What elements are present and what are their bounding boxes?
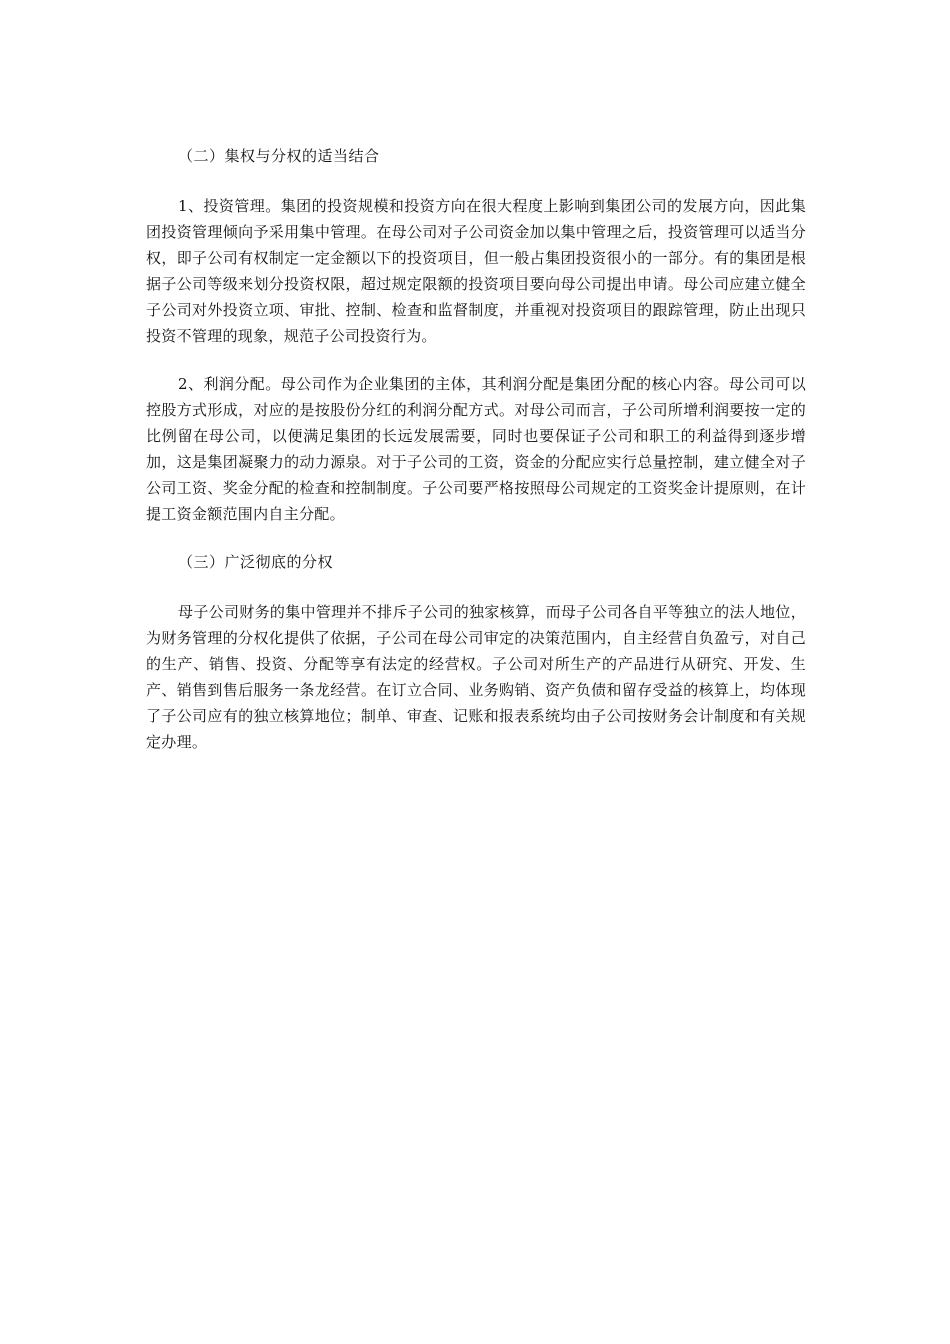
section-heading-decentralization: （三）广泛彻底的分权 (178, 553, 334, 571)
paragraph-profit-distribution: 2、利润分配。母公司作为企业集团的主体，其利润分配是集团分配的核心内容。母公司可以控股方式形成，对应的是按股份分红的利润分配方式。对母公司而言，子公司所增利润要按一定的比例留在母公司，以便满足集团的长远发展需要，同时也要保证子公司和职工的利益得到逐步增加，这是集团凝聚力的动力源泉。对于子公司的工资，资金的分配应实行总量控制，建立健全对子公司工资、奖金分配的检查和控制制度。子公司要严格按照母公司规定的工资奖金计提原则，在计提工资金额范围内自主分配。 (146, 375, 806, 523)
paragraph-investment-management: 1、投资管理。集团的投资规模和投资方向在很大程度上影响到集团公司的发展方向，因此集团投资管理倾向予采用集中管理。在母公司对子公司资金加以集中管理之后，投资管理可以适当分权，即子公司有权制定一定金额以下的投资项目，但一般占集团投资很小的一部分。有的集团是根据子公司等级来划分投资权限，超过规定限额的投资项目要向母公司提出申请。母公司应建立健全子公司对外投资立项、审批、控制、检查和监督制度，并重视对投资项目的跟踪管理，防止出现只投资不管理的现象，规范子公司投资行为。 (146, 197, 806, 345)
document-page (146, 143, 806, 777)
section-heading-centralization: （二）集权与分权的适当结合 (178, 147, 380, 165)
paragraph-subsidiary-autonomy: 母子公司财务的集中管理并不排斥子公司的独家核算，而母子公司各自平等独立的法人地位，为财务管理的分权化提供了依据，子公司在母公司审定的决策范围内，自主经营自负盈亏，对自己的生产、销售、投资、分配等享有法定的经营权。子公司对所生产的产品进行从研究、开发、生产、销售到售后服务一条龙经营。在订立合同、业务购销、资产负债和留存受益的核算上，均体现了子公司应有的独立核算地位；制单、审查、记账和报表系统均由子公司按财务会计制度和有关规定办理。 (146, 603, 806, 751)
